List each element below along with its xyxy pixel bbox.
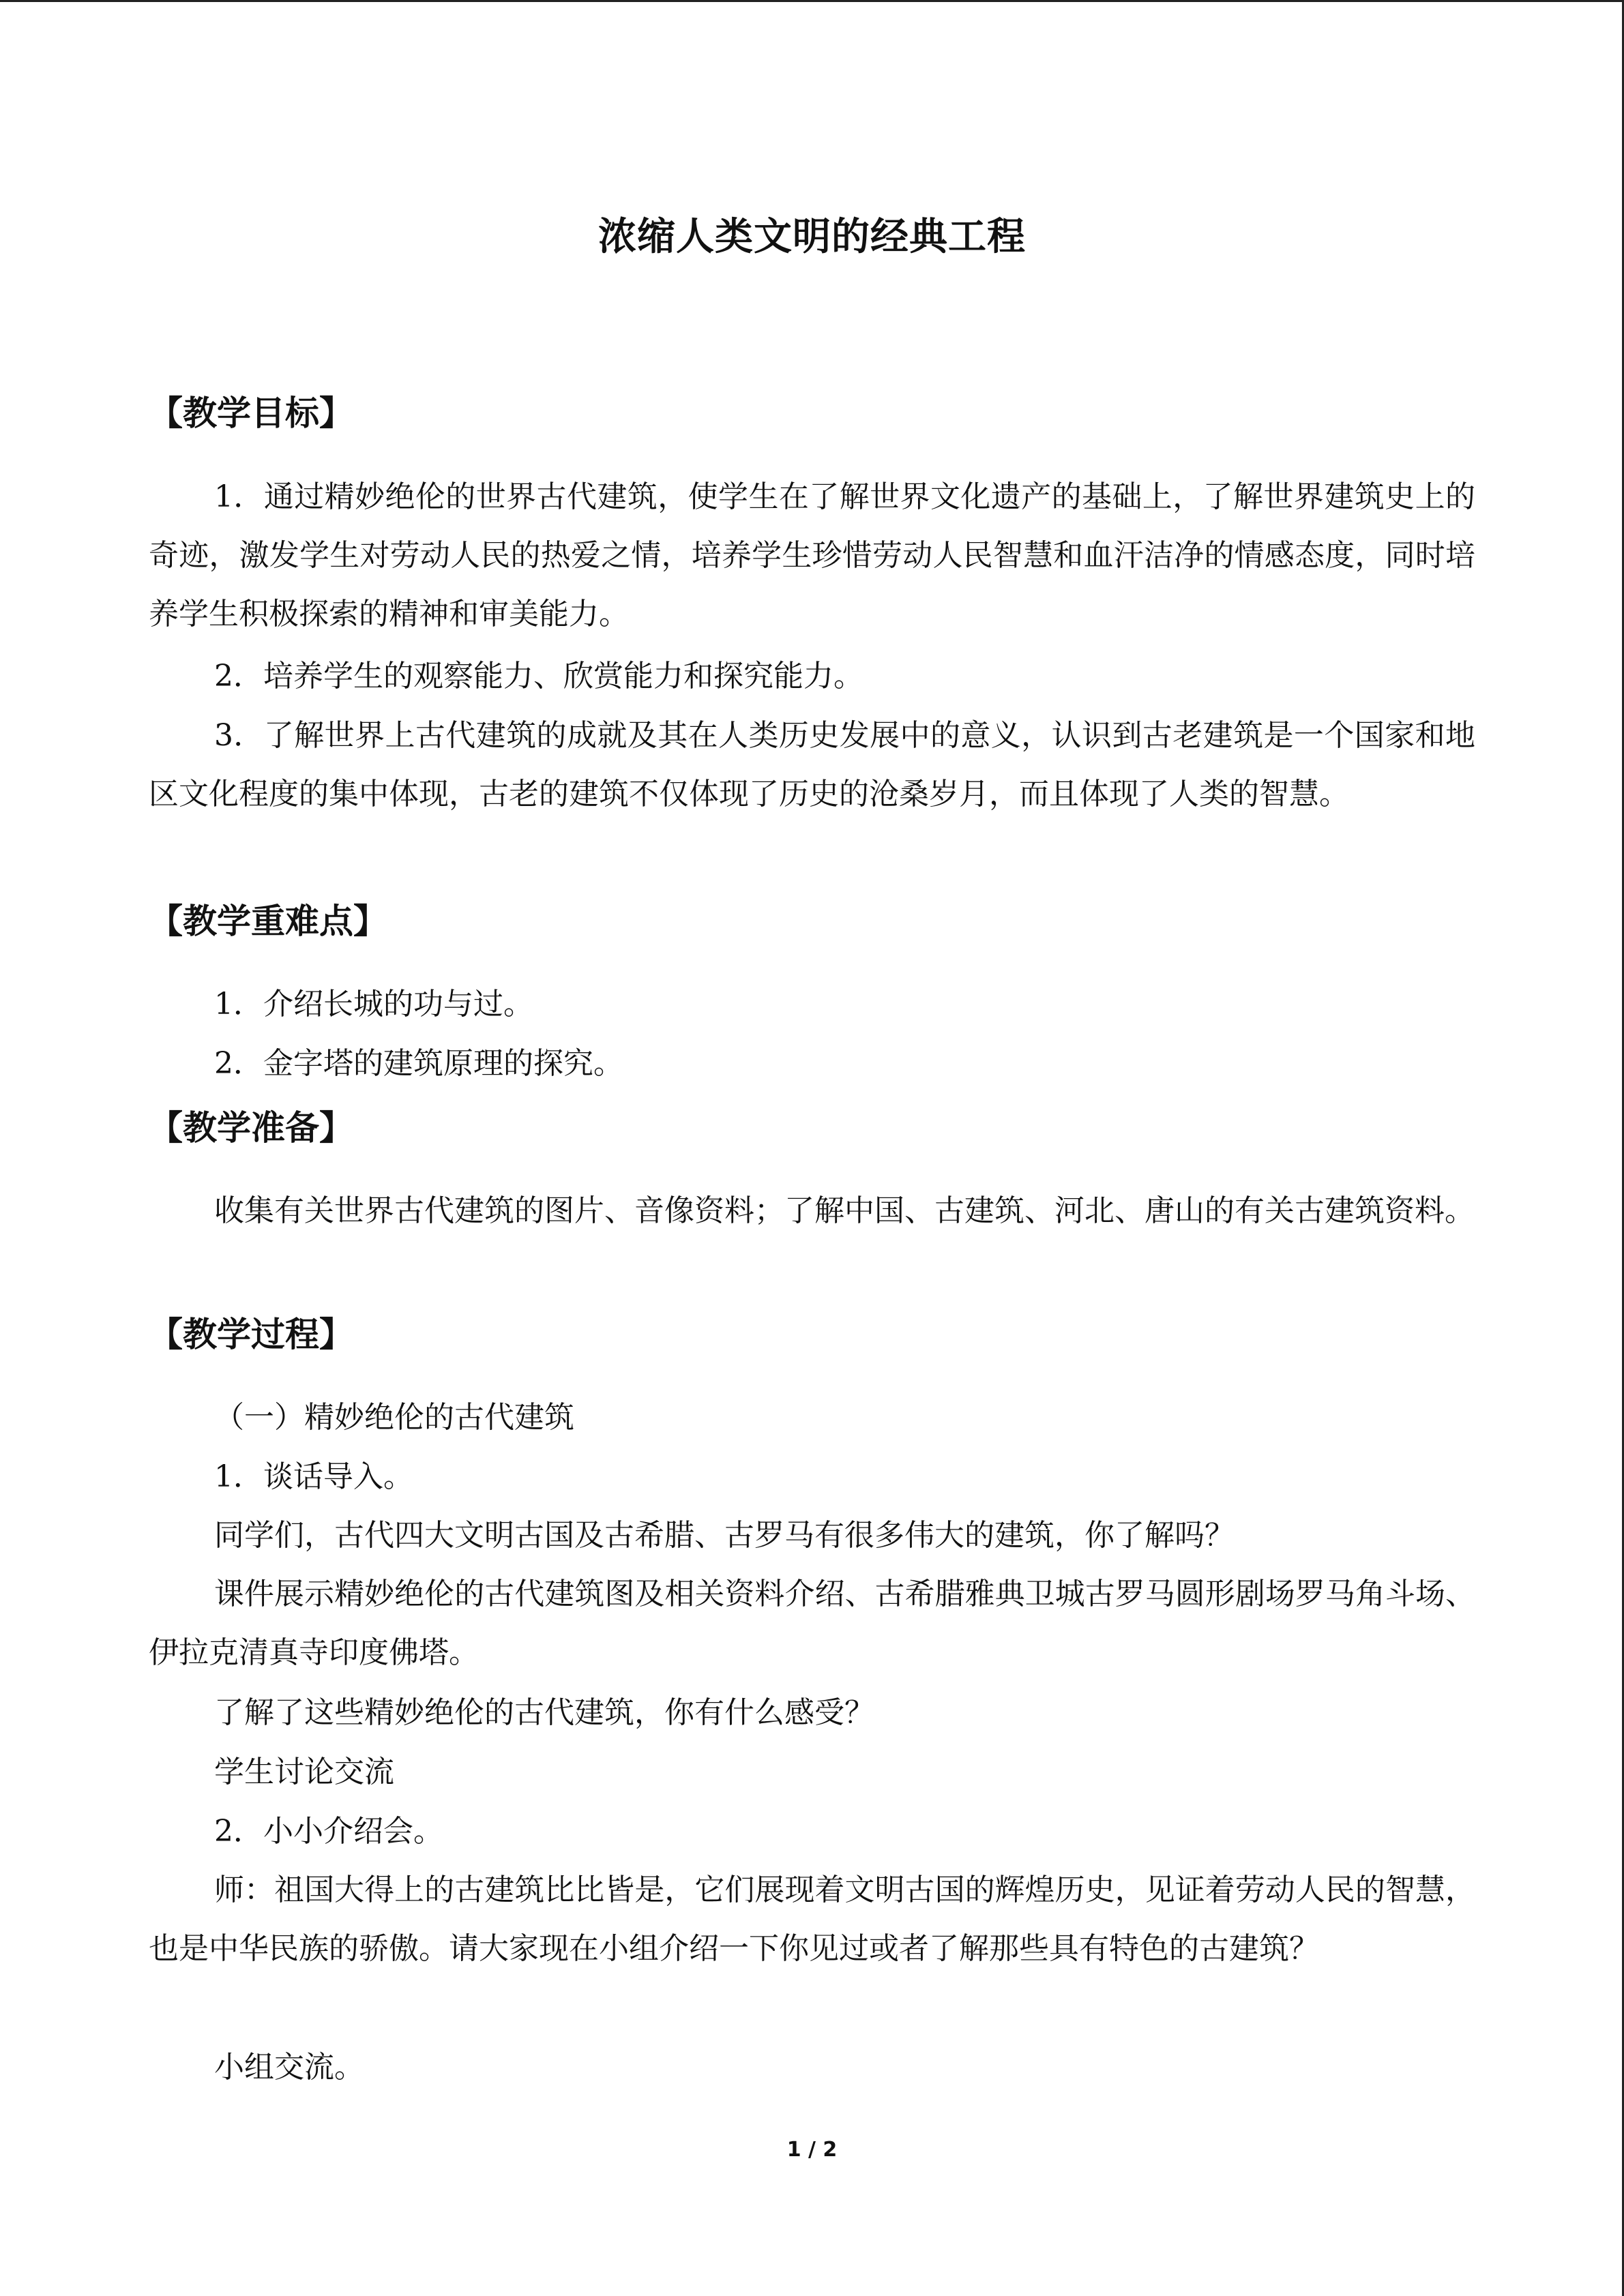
process-paragraph-9: 小组交流。: [214, 2050, 364, 2085]
document-title: 浓缩人类文明的经典工程: [598, 215, 1026, 259]
process-paragraph-1: （一）精妙绝伦的古代建筑: [214, 1400, 574, 1435]
process-paragraph-4: 课件展示精妙绝伦的古代建筑图及相关资料介绍、古希腊雅典卫城古罗马圆形剧场罗马角斗场、伊拉克清真寺印度佛塔。: [149, 1577, 1475, 1670]
process-paragraph-7: 2．小小介绍会。: [214, 1814, 443, 1849]
prep-paragraph-1: 收集有关世界古代建筑的图片、音像资料；了解中国、古建筑、河北、唐山的有关古建筑资料。: [214, 1193, 1475, 1228]
page-number: 1 / 2: [786, 2138, 838, 2162]
process-paragraph-5: 了解了这些精妙绝伦的古代建筑，你有什么感受？: [214, 1695, 874, 1730]
section-heading-process: 【教学过程】: [149, 1315, 353, 1354]
section-heading-keypoints: 【教学重难点】: [149, 901, 387, 941]
goals-paragraph-2: 2．培养学生的观察能力、欣赏能力和探究能力。: [214, 659, 863, 694]
keypoints-paragraph-2: 2．金字塔的建筑原理的探究。: [214, 1046, 623, 1081]
section-heading-prep: 【教学准备】: [149, 1108, 353, 1148]
goals-paragraph-3: 3．了解世界上古代建筑的成就及其在人类历史发展中的意义，认识到古老建筑是一个国家和地区文化程度的集中体现，古老的建筑不仅体现了历史的沧桑岁月，而且体现了人类的智慧。: [149, 718, 1475, 811]
process-paragraph-6: 学生讨论交流: [214, 1755, 394, 1789]
process-paragraph-3: 同学们，古代四大文明古国及古希腊、古罗马有很多伟大的建筑，你了解吗？: [214, 1518, 1235, 1553]
process-paragraph-8: 师：祖国大得上的古建筑比比皆是，它们展现着文明古国的辉煌历史，见证着劳动人民的智慧，也是中华民族的骄傲。请大家现在小组介绍一下你见过或者了解那些具有特色的古建筑？: [149, 1873, 1475, 1966]
process-paragraph-2: 1．谈话导入。: [214, 1459, 413, 1494]
goals-paragraph-1: 1．通过精妙绝伦的世界古代建筑，使学生在了解世界文化遗产的基础上，了解世界建筑史上的奇迹，激发学生对劳动人民的热爱之情，培养学生珍惜劳动人民智慧和血汗洁净的情感态度，同时培养学生积极探索的精神和审美能力。: [149, 479, 1475, 631]
section-heading-goals: 【教学目标】: [149, 393, 353, 433]
keypoints-paragraph-1: 1．介绍长城的功与过。: [214, 987, 533, 1022]
